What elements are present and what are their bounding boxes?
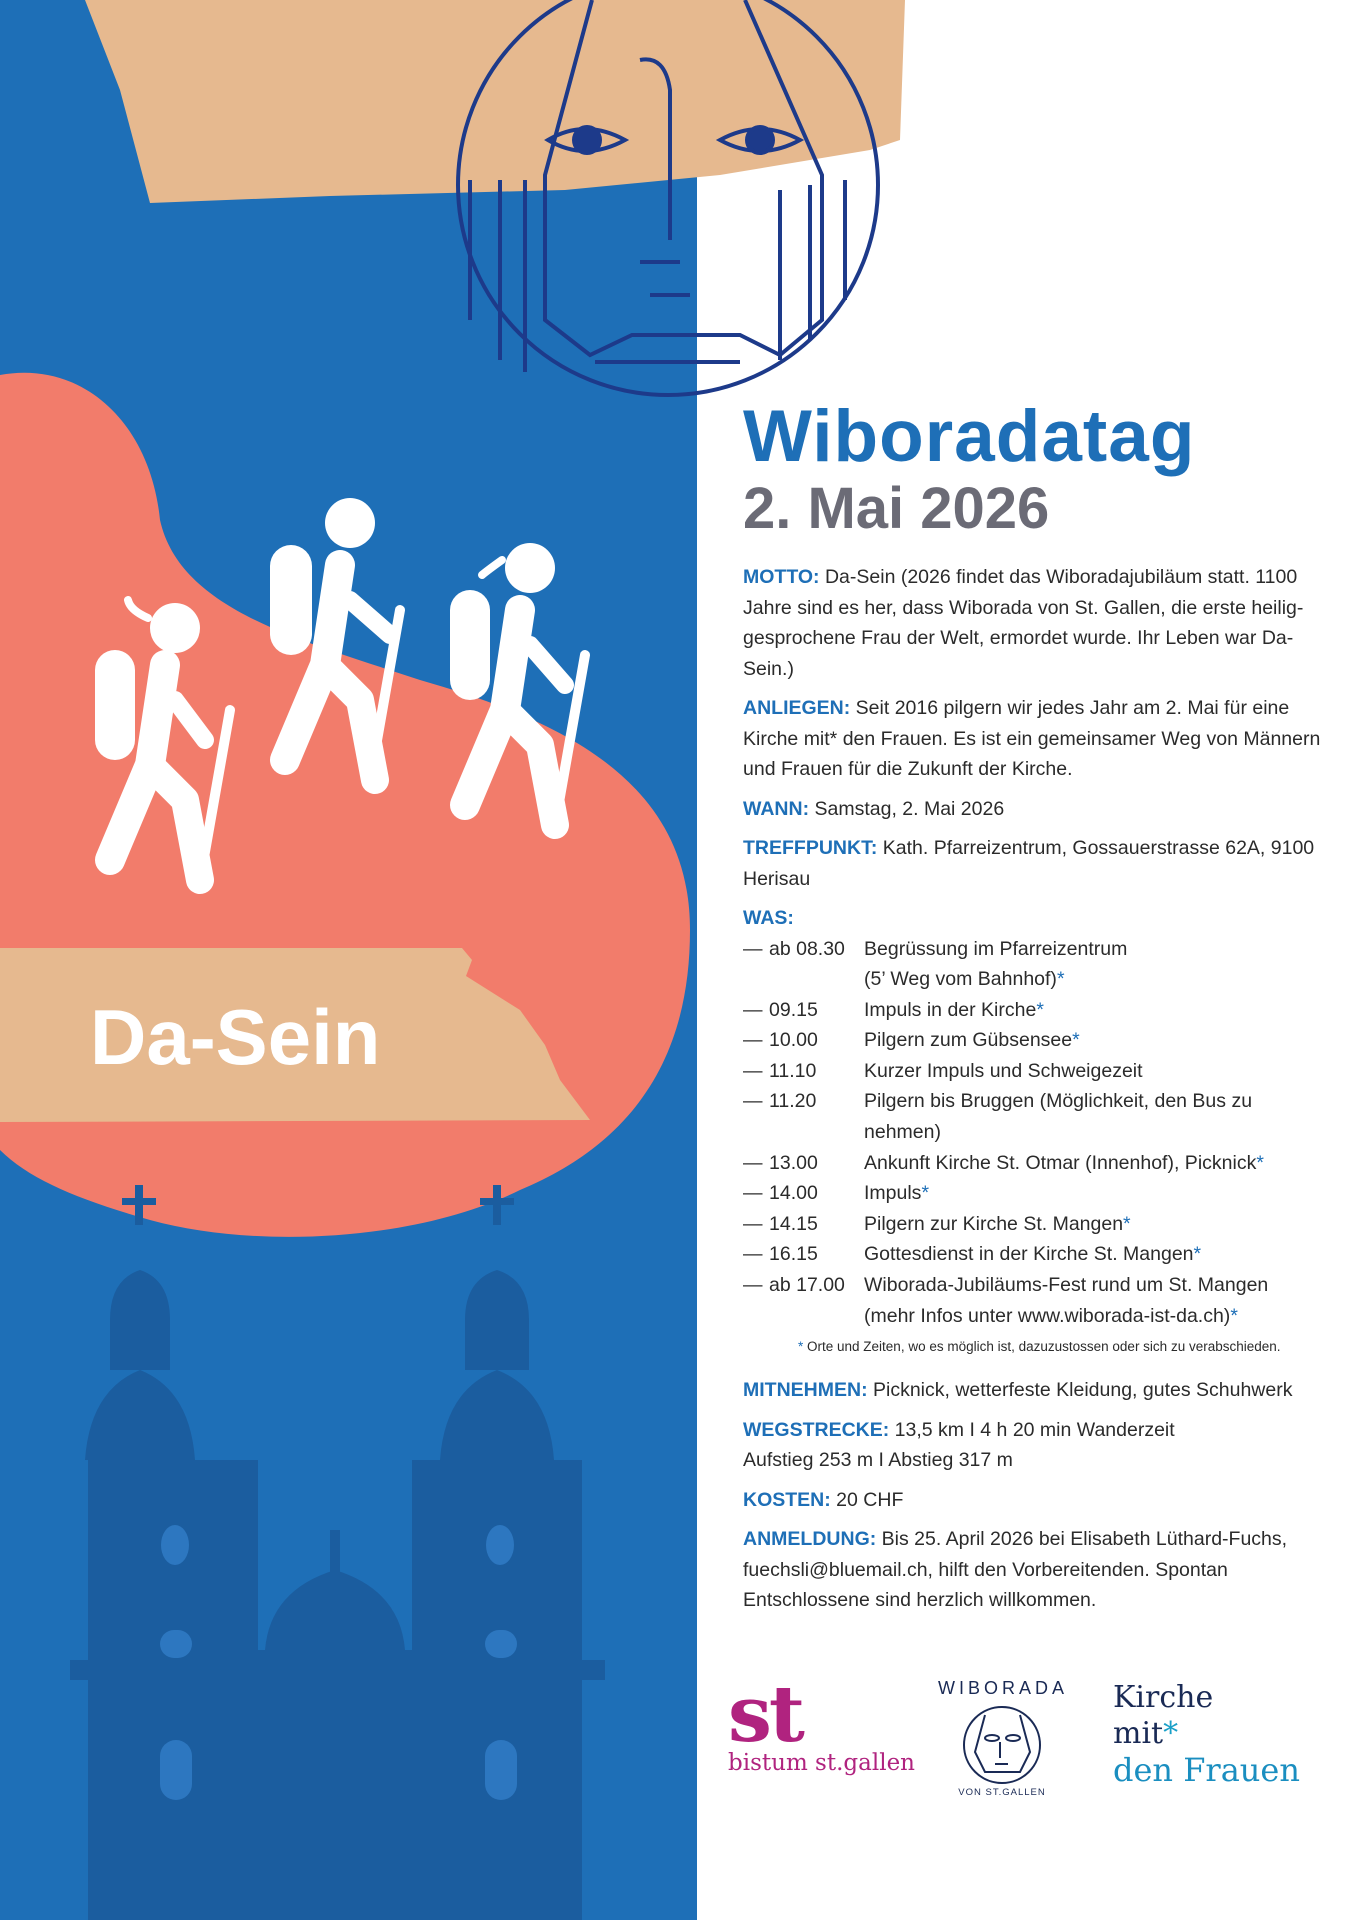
- kirche-word: Kirche: [1113, 1680, 1214, 1715]
- schedule-desc: Ankunft Kirche St. Otmar (Innenhof), Picknick*: [864, 1151, 1264, 1174]
- anliegen-label: ANLIEGEN:: [743, 697, 851, 719]
- schedule-row: — 13.00 Ankunft Kirche St. Otmar (Innenhof), Picknick*: [743, 1148, 1333, 1179]
- treffpunkt-section: [743, 833, 1333, 894]
- kosten-section: [743, 1485, 1333, 1516]
- schedule-desc: Pilgern zur Kirche St. Mangen*: [864, 1212, 1131, 1235]
- wiborada-logo-bottom: VON ST.GALLEN: [958, 1787, 1046, 1798]
- schedule-time: 11.20: [769, 1090, 817, 1113]
- motto-label: MOTTO:: [743, 566, 820, 588]
- schedule-time: 16.15: [769, 1243, 818, 1266]
- kosten-text: 20 CHF: [836, 1488, 904, 1511]
- schedule-time: 14.00: [769, 1182, 818, 1205]
- schedule-row: — 10.00 Pilgern zum Gübsensee*: [743, 1025, 1333, 1056]
- schedule-desc: Impuls in der Kirche*: [864, 998, 1044, 1021]
- wegstrecke-section: [743, 1415, 1333, 1476]
- wann-label: WANN:: [743, 797, 810, 820]
- bistum-mark: st: [728, 1669, 802, 1760]
- event-date: 2. Mai 2026: [743, 476, 1050, 541]
- wegstrecke-text: 13,5 km I 4 h 20 min Wanderzeit: [894, 1418, 1175, 1441]
- schedule-desc: Pilgern zum Gübsensee*: [864, 1029, 1080, 1052]
- sand-paper-shape: [85, 0, 905, 203]
- mit-line: mit*: [1113, 1716, 1179, 1751]
- schedule-row: — ab 08.30 Begrüssung im Pfarreizentrum (5’ Weg vom Bahnhof)*: [743, 934, 1333, 995]
- schedule-time: ab 08.30: [769, 937, 845, 960]
- schedule-time: 13.00: [769, 1151, 818, 1174]
- treffpunkt-label: TREFFPUNKT:: [743, 837, 878, 859]
- bistum-name: bistum st.gallen: [728, 1750, 915, 1776]
- anliegen-text: Seit 2016 pilgern wir jedes Jahr am 2. Mai für eine Kirche mit* den Frauen. Es ist ein gemeinsamer Weg von Männern und Frauen für die Zukunft der Kirche.: [743, 697, 1321, 780]
- event-info: [743, 562, 1333, 1625]
- schedule-footnote: * Orte und Zeiten, wo es möglich ist, dazuzustossen oder sich zu verabschieden.: [798, 1339, 1281, 1355]
- schedule-row: — 11.20 Pilgern bis Bruggen (Möglichkeit, den Bus zu nehmen): [743, 1086, 1333, 1147]
- banner-text: Da-Sein: [90, 993, 381, 1081]
- wegstrecke-line2: Aufstieg 253 m I Abstieg 317 m: [743, 1449, 1013, 1472]
- mitnehmen-section: [743, 1375, 1333, 1406]
- schedule-time: 10.00: [769, 1029, 818, 1052]
- schedule-row: — 11.10 Kurzer Impuls und Schweigezeit: [743, 1056, 1333, 1087]
- page-title: Wiboradatag: [743, 396, 1196, 477]
- schedule-row: — ab 17.00 Wiborada-Jubiläums-Fest rund um St. Mangen (mehr Infos unter www.wiborada-ist-da.ch)*: [743, 1270, 1333, 1331]
- schedule-row: — 14.15 Pilgern zur Kirche St. Mangen*: [743, 1209, 1333, 1240]
- schedule-row: — 09.15 Impuls in der Kirche*: [743, 995, 1333, 1026]
- schedule-list: [743, 934, 1333, 1332]
- kosten-label: KOSTEN:: [743, 1488, 831, 1511]
- frauen-word: den Frauen: [1113, 1751, 1300, 1789]
- anmeldung-section: [743, 1524, 1333, 1616]
- wiborada-logo-top: WIBORADA: [938, 1678, 1069, 1698]
- motto-text: Da-Sein (2026 findet das Wiboradajubiläum statt. 1100 Jahre sind es her, dass Wiborada von St. Gallen, die erste heilig-gesprochene Frau der Welt, ermordet wurde. Ihr Leben war Da-Sein.): [743, 566, 1304, 680]
- was-section: [743, 903, 1333, 934]
- schedule-desc: Pilgern bis Bruggen (Möglichkeit, den Bus zu nehmen): [864, 1090, 1253, 1144]
- schedule-row: — 14.00 Impuls*: [743, 1178, 1333, 1209]
- anliegen-section: [743, 693, 1333, 785]
- wann-text: Samstag, 2. Mai 2026: [814, 797, 1005, 820]
- anmeldung-text: Bis 25. April 2026 bei Elisabeth Lüthard-Fuchs, fuechsli@bluemail.ch, hilft den Vorbereitenden. Spontan Entschlossene sind herzlich willkommen.: [743, 1528, 1288, 1612]
- motto-section: [743, 562, 1333, 684]
- schedule-time: 14.15: [769, 1212, 818, 1235]
- wann-section: [743, 794, 1333, 825]
- was-label: WAS:: [743, 907, 794, 929]
- mitnehmen-text: Picknick, wetterfeste Kleidung, gutes Schuhwerk: [873, 1379, 1293, 1402]
- bistum-logo: [728, 1669, 918, 1776]
- schedule-desc: Kurzer Impuls und Schweigezeit: [864, 1059, 1143, 1082]
- schedule-desc: Begrüssung im Pfarreizentrum (5’ Weg vom Bahnhof)*: [864, 937, 1128, 991]
- schedule-time: 11.10: [769, 1059, 817, 1082]
- schedule-time: 09.15: [769, 998, 818, 1021]
- kirche-logo: [1113, 1680, 1300, 1788]
- schedule-desc: Impuls*: [864, 1182, 930, 1205]
- treffpunkt-text: Kath. Pfarreizentrum, Gossauerstrasse 62A, 9100 Herisau: [743, 837, 1315, 890]
- schedule-desc: Gottesdienst in der Kirche St. Mangen*: [864, 1243, 1202, 1266]
- wegstrecke-label: WEGSTRECKE:: [743, 1418, 890, 1441]
- mitnehmen-label: MITNEHMEN:: [743, 1379, 868, 1402]
- schedule-row: — 16.15 Gottesdienst in der Kirche St. Mangen*: [743, 1239, 1333, 1270]
- schedule-time: ab 17.00: [769, 1274, 845, 1297]
- wiborada-logo-mark: [964, 1707, 1040, 1783]
- anmeldung-label: ANMELDUNG:: [743, 1528, 877, 1551]
- church-silhouette: [70, 1185, 605, 1920]
- schedule-desc: Wiborada-Jubiläums-Fest rund um St. Mangen (mehr Infos unter www.wiborada-ist-da.ch)*: [864, 1274, 1269, 1327]
